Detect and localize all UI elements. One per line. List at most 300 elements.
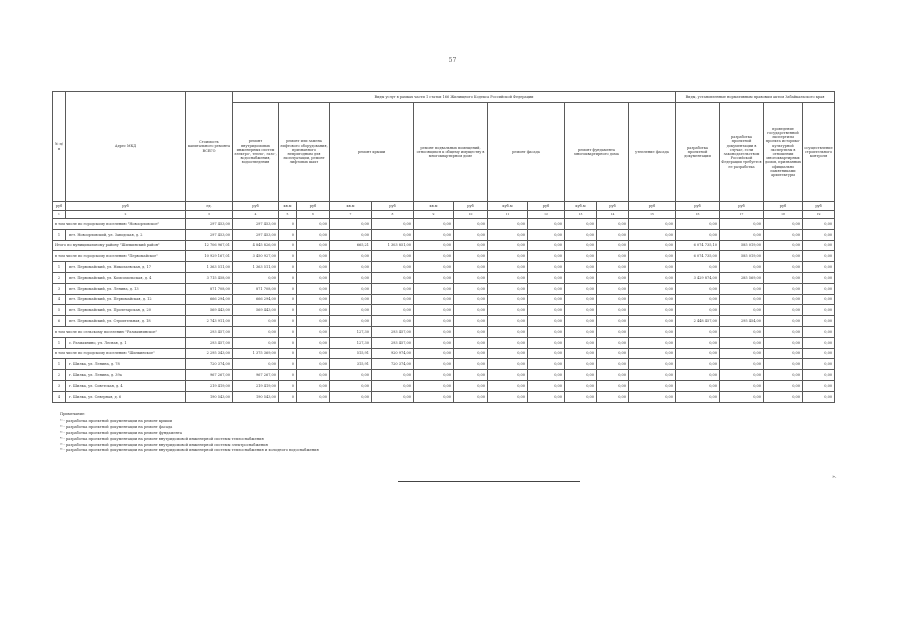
cell-col-6: 0,00: [297, 348, 330, 359]
cell-col-15: 0,00: [629, 380, 676, 391]
table-row: [53, 359, 835, 370]
cell-col-12: 0,00: [528, 294, 565, 305]
cell-col-16: 0,00: [676, 229, 720, 240]
cell-col-16: 0,00: [676, 391, 720, 402]
cell-col-13: 0,00: [565, 229, 597, 240]
cell-col-18: 0,00: [764, 262, 803, 273]
cell-col-19: 0,00: [803, 370, 835, 381]
cell-col-16: 0,00: [676, 262, 720, 273]
cell-col-17: 0,00: [720, 305, 764, 316]
subtotal-row: [53, 326, 835, 337]
row-number: 5: [53, 305, 66, 316]
cell-col-4: 1 363 511,00: [233, 262, 279, 273]
row-number: 2: [53, 272, 66, 283]
col-number-10: 10: [454, 211, 488, 219]
cell-col-6: 0,00: [297, 262, 330, 273]
cell-col-17: 0,00: [720, 283, 764, 294]
subtotal-label: в том числе по городскому поселению "Первомайское": [53, 251, 186, 262]
cell-col-3: 569 443,00: [186, 305, 233, 316]
cell-col-11: 0,00: [488, 294, 528, 305]
cell-col-16: 0,00: [676, 326, 720, 337]
unit-cell-15: руб: [629, 202, 676, 211]
cell-col-17: 0,00: [720, 348, 764, 359]
cell-col-5: 0: [279, 380, 297, 391]
cell-col-11: 0,00: [488, 359, 528, 370]
cell-col-10: 0,00: [454, 305, 488, 316]
subtotal-label: в том числе по городскому поселению "Шилкинское": [53, 348, 186, 359]
cell-col-13: 0,00: [565, 391, 597, 402]
cell-col-11: 0,00: [488, 316, 528, 327]
cell-col-15: 0,00: [629, 359, 676, 370]
page-number: 57: [448, 57, 457, 64]
cell-col-14: 0,00: [597, 272, 629, 283]
cell-col-18: 0,00: [764, 391, 803, 402]
cell-col-12: 0,00: [528, 359, 565, 370]
cell-col-14: 0,00: [597, 348, 629, 359]
cell-col-4: 219 419,00: [233, 380, 279, 391]
col-number-18: 18: [764, 211, 803, 219]
cell-col-13: 0,00: [565, 262, 597, 273]
cell-col-12: 0,00: [528, 380, 565, 391]
cell-col-10: 0,00: [454, 229, 488, 240]
cell-col-15: 0,00: [629, 219, 676, 230]
cell-col-7: 0,00: [330, 370, 372, 381]
col-number-3: 3: [186, 211, 233, 219]
table-row: [53, 283, 835, 294]
cell-col-18: 0,00: [764, 337, 803, 348]
header-foundation: ремонт фундамента многоквартирного дома: [565, 103, 629, 202]
cell-col-14: 0,00: [597, 326, 629, 337]
cell-col-3: 3 715 458,00: [186, 272, 233, 283]
cell-col-19: 0,00: [803, 262, 835, 273]
table-row: [53, 229, 835, 240]
cell-col-5: 0: [279, 370, 297, 381]
cell-col-6: 0,00: [297, 240, 330, 251]
unit-cell-8: руб: [372, 202, 414, 211]
unit-cell-10: руб: [454, 202, 488, 211]
cell-col-12: 0,00: [528, 272, 565, 283]
note-item: ⁴⁾ - разработка проектной документации на ремонт внутридомовой инженерной системы теплоснабжения: [60, 436, 264, 441]
cell-col-10: 0,00: [454, 283, 488, 294]
row-number: 3: [53, 283, 66, 294]
cell-col-11: 0,00: [488, 240, 528, 251]
cell-col-9: 0,00: [414, 359, 454, 370]
cell-col-14: 0,00: [597, 305, 629, 316]
cell-col-13: 0,00: [565, 380, 597, 391]
cell-col-15: 0,00: [629, 294, 676, 305]
cell-col-7: 0,00: [330, 219, 372, 230]
header-heritage: проведение государственной экспертизы проекта историко-культурной экспертизы в отношении многоквартирных домов, признанных официально памятниками архитектуры: [764, 103, 803, 202]
cell-col-3: 967 267,00: [186, 370, 233, 381]
cell-col-4: 190 543,00: [233, 391, 279, 402]
cell-col-4: 297 453,00: [233, 229, 279, 240]
header-supervision: осуществление строительного контроля: [803, 103, 835, 202]
cell-col-9: 0,00: [414, 262, 454, 273]
table-row: [53, 391, 835, 402]
cell-col-13: 0,00: [565, 294, 597, 305]
table-row: [53, 316, 835, 327]
cell-col-5: 0: [279, 283, 297, 294]
cell-col-19: 0,00: [803, 326, 835, 337]
signature-line: [398, 481, 580, 482]
cell-col-17: 295 454,00: [720, 316, 764, 327]
cell-col-3: 12 706 967,01: [186, 240, 233, 251]
header-group-zakon: Виды, установленные нормативным правовым актом Забайкальского края: [676, 92, 835, 103]
cell-col-13: 0,00: [565, 359, 597, 370]
cell-col-17: 0,00: [720, 359, 764, 370]
cell-col-15: 0,00: [629, 391, 676, 402]
cell-col-3: 293 457,00: [186, 326, 233, 337]
col-number-19: 19: [803, 211, 835, 219]
cell-col-8: 0,00: [372, 294, 414, 305]
notes-list: [60, 419, 760, 454]
cell-col-9: 0,00: [414, 229, 454, 240]
cell-col-16: 0,00: [676, 337, 720, 348]
cell-col-19: 0,00: [803, 391, 835, 402]
cell-col-3: 871 708,00: [186, 283, 233, 294]
cell-col-11: 0,00: [488, 337, 528, 348]
row-address: пгт. Первомайский, ул. Строительная, д. 18: [66, 316, 186, 327]
cell-col-19: 0,00: [803, 316, 835, 327]
cell-col-10: 0,00: [454, 380, 488, 391]
cell-col-3: 2 743 911,00: [186, 316, 233, 327]
cell-col-5: 0: [279, 359, 297, 370]
subtotal-row: [53, 251, 835, 262]
cell-col-16: 0,00: [676, 283, 720, 294]
row-address: пгт. Первомайский, ул. Пролетарская, д. 20: [66, 305, 186, 316]
cell-col-7: 0,00: [330, 283, 372, 294]
col-number-1: 1: [53, 211, 66, 219]
cell-col-10: 0,00: [454, 262, 488, 273]
cell-col-18: 0,00: [764, 380, 803, 391]
cell-col-7: 0,00: [330, 316, 372, 327]
cell-col-17: 0,00: [720, 326, 764, 337]
cell-col-3: 293 457,00: [186, 337, 233, 348]
cell-col-5: 0: [279, 294, 297, 305]
header-group-zhk: Виды услуг в рамках части 1 статьи 166 Жилищного Кодекса Российской Федерации: [233, 92, 676, 103]
header-row-units: [53, 202, 835, 211]
table-row: [53, 294, 835, 305]
cell-col-11: 0,00: [488, 251, 528, 262]
subtotal-row: [53, 348, 835, 359]
col-number-6: 6: [297, 211, 330, 219]
row-number: 4: [53, 294, 66, 305]
cell-col-6: 0,00: [297, 391, 330, 402]
cell-col-13: 0,00: [565, 348, 597, 359]
cell-col-6: 0,00: [297, 294, 330, 305]
header-elevator: ремонт или замена лифтового оборудования, признанного непригодным для эксплуатации, ремонт лифтовых шахт: [279, 103, 330, 202]
cell-col-12: 0,00: [528, 348, 565, 359]
cell-col-12: 0,00: [528, 240, 565, 251]
cell-col-13: 0,00: [565, 283, 597, 294]
cell-col-15: 0,00: [629, 240, 676, 251]
cell-col-4: 0,00: [233, 316, 279, 327]
cell-col-5: 0: [279, 272, 297, 283]
unit-cell-13: куб.м: [565, 202, 597, 211]
row-address: пгт. Первомайский, ул. Комсомольская, д. 4: [66, 272, 186, 283]
cell-col-15: 0,00: [629, 251, 676, 262]
cell-col-3: 297 453,00: [186, 219, 233, 230]
unit-cell-14: руб: [597, 202, 629, 211]
cell-col-8: 0,00: [372, 251, 414, 262]
cell-col-19: 0,00: [803, 240, 835, 251]
row-number: 2: [53, 370, 66, 381]
header-row-groups: [53, 92, 835, 103]
cell-col-10: 0,00: [454, 240, 488, 251]
cell-col-6: 0,00: [297, 219, 330, 230]
cell-col-18: 0,00: [764, 294, 803, 305]
cell-col-19: 0,00: [803, 283, 835, 294]
cell-col-3: 666 294,00: [186, 294, 233, 305]
cell-col-3: 219 419,00: [186, 380, 233, 391]
cell-col-17: 0,00: [720, 337, 764, 348]
cell-col-17: 585 019,00: [720, 240, 764, 251]
cell-col-17: 0,00: [720, 370, 764, 381]
cell-col-13: 0,00: [565, 251, 597, 262]
row-address: г. Шилка, ул. Ленина, д. 39а: [66, 370, 186, 381]
row-address: пгт. Первомайский, ул. Ленина, д. 13: [66, 283, 186, 294]
cell-col-11: 0,00: [488, 262, 528, 273]
cell-col-19: 0,00: [803, 380, 835, 391]
header-roof: ремонт крыши: [330, 103, 414, 202]
cell-col-10: 0,00: [454, 272, 488, 283]
cell-col-9: 0,00: [414, 316, 454, 327]
cell-col-19: 0,00: [803, 348, 835, 359]
cell-col-13: 0,00: [565, 316, 597, 327]
cell-col-8: 0,00: [372, 283, 414, 294]
cell-col-4: 0,00: [233, 337, 279, 348]
unit-cell-4: руб: [233, 202, 279, 211]
cell-col-7: 515,91: [330, 348, 372, 359]
row-address: г. Шилка, ул. Ленина, д. 78: [66, 359, 186, 370]
cell-col-11: 0,00: [488, 380, 528, 391]
cell-col-18: 0,00: [764, 316, 803, 327]
table-row: [53, 305, 835, 316]
cell-col-14: 0,00: [597, 262, 629, 273]
cell-col-16: 6 074 735,00: [676, 251, 720, 262]
cell-col-5: 0: [279, 219, 297, 230]
row-number: 1: [53, 229, 66, 240]
col-number-4: 4: [233, 211, 279, 219]
row-number: 1: [53, 337, 66, 348]
unit-cell-19: руб: [803, 202, 835, 211]
cell-col-7: 0,00: [330, 272, 372, 283]
col-number-14: 14: [597, 211, 629, 219]
cell-col-10: 0,00: [454, 337, 488, 348]
cell-col-8: 0,00: [372, 262, 414, 273]
cell-col-9: 0,00: [414, 370, 454, 381]
header-design-docs: разработка проектной документации: [676, 103, 720, 202]
cell-col-4: 0,00: [233, 272, 279, 283]
unit-cell-18: руб: [764, 202, 803, 211]
cell-col-4: 1 375 369,00: [233, 348, 279, 359]
col-number-16: 16: [676, 211, 720, 219]
cell-col-15: 0,00: [629, 272, 676, 283]
cell-col-14: 0,00: [597, 391, 629, 402]
cell-col-15: 0,00: [629, 229, 676, 240]
cell-col-15: 0,00: [629, 370, 676, 381]
cell-col-18: 0,00: [764, 370, 803, 381]
cell-col-8: 0,00: [372, 391, 414, 402]
cell-col-19: 0,00: [803, 337, 835, 348]
col-number-11: 11: [488, 211, 528, 219]
subtotal-row: [53, 219, 835, 230]
cell-col-12: 0,00: [528, 229, 565, 240]
cell-col-4: 871 708,00: [233, 283, 279, 294]
col-number-2: 2: [66, 211, 186, 219]
cell-col-19: 0,00: [803, 272, 835, 283]
cell-col-11: 0,00: [488, 305, 528, 316]
header-address: Адрес МКД: [66, 92, 186, 202]
cell-col-6: 0,00: [297, 272, 330, 283]
cell-col-10: 0,00: [454, 391, 488, 402]
header-basement: ремонт подвальных помещений, относящихся к общему имуществу в многоквартирном доме: [414, 103, 488, 202]
cell-col-6: 0,00: [297, 337, 330, 348]
row-address: пгт. Первомайский, ул. Первомайская, д. 12: [66, 294, 186, 305]
cell-col-5: 0: [279, 229, 297, 240]
cell-col-12: 0,00: [528, 219, 565, 230]
col-number-12: 12: [528, 211, 565, 219]
cell-col-6: 0,00: [297, 283, 330, 294]
cell-col-7: 0,00: [330, 229, 372, 240]
cell-col-5: 0: [279, 316, 297, 327]
row-number: 6: [53, 316, 66, 327]
row-number: 3: [53, 380, 66, 391]
cell-col-10: 0,00: [454, 251, 488, 262]
cell-col-17: 0,00: [720, 229, 764, 240]
cell-col-14: 0,00: [597, 283, 629, 294]
table-row: [53, 337, 835, 348]
subtotal-label: в том числе по городскому поселению "Новоорловское": [53, 219, 186, 230]
cell-col-12: 0,00: [528, 262, 565, 273]
cell-col-12: 0,00: [528, 283, 565, 294]
col-number-9: 9: [414, 211, 454, 219]
cell-col-4: 967 267,00: [233, 370, 279, 381]
cell-col-8: 0,00: [372, 272, 414, 283]
cell-col-14: 0,00: [597, 229, 629, 240]
cell-col-19: 0,00: [803, 294, 835, 305]
cell-col-17: 0,00: [720, 380, 764, 391]
cell-col-12: 0,00: [528, 370, 565, 381]
cell-col-9: 0,00: [414, 219, 454, 230]
cell-col-15: 0,00: [629, 305, 676, 316]
cell-col-7: 665,21: [330, 240, 372, 251]
col-number-13: 13: [565, 211, 597, 219]
cell-col-8: 293 457,00: [372, 337, 414, 348]
cell-col-12: 0,00: [528, 305, 565, 316]
cell-col-7: 127,30: [330, 326, 372, 337]
cell-col-6: 0,00: [297, 251, 330, 262]
header-cost-total: Стоимость капитального ремонта ВСЕГО: [186, 92, 233, 202]
cell-col-17: 285 569,00: [720, 272, 764, 283]
cell-col-10: 0,00: [454, 359, 488, 370]
cell-col-4: 297 453,00: [233, 219, 279, 230]
cell-col-12: 0,00: [528, 251, 565, 262]
cell-col-14: 0,00: [597, 294, 629, 305]
end-mark: ».: [832, 474, 837, 480]
cell-col-8: 293 457,00: [372, 326, 414, 337]
header-num: № п/п: [53, 92, 66, 202]
cell-col-9: 0,00: [414, 272, 454, 283]
unit-cell-9: кв.м: [414, 202, 454, 211]
unit-cell-1: руб: [53, 202, 66, 211]
cell-col-10: 0,00: [454, 370, 488, 381]
cell-col-18: 0,00: [764, 240, 803, 251]
cell-col-5: 0: [279, 326, 297, 337]
cell-col-9: 0,00: [414, 380, 454, 391]
cell-col-17: 0,00: [720, 391, 764, 402]
cell-col-7: 0,00: [330, 251, 372, 262]
cell-col-18: 0,00: [764, 326, 803, 337]
cell-col-8: 0,00: [372, 370, 414, 381]
header-insulation: утепление фасада: [629, 103, 676, 202]
cell-col-8: 0,00: [372, 305, 414, 316]
cell-col-5: 0: [279, 305, 297, 316]
note-item: ¹⁾ - разработка проектной документации на ремонт крыши: [60, 418, 172, 423]
cell-col-14: 0,00: [597, 219, 629, 230]
cell-col-17: 0,00: [720, 219, 764, 230]
cell-col-3: 2 295 343,00: [186, 348, 233, 359]
cell-col-18: 0,00: [764, 348, 803, 359]
cell-col-9: 0,00: [414, 305, 454, 316]
cell-col-16: 0,00: [676, 359, 720, 370]
cell-col-15: 0,00: [629, 348, 676, 359]
cell-col-17: 0,00: [720, 262, 764, 273]
unit-cell-6: руб: [297, 202, 330, 211]
table-row: [53, 262, 835, 273]
cell-col-9: 0,00: [414, 326, 454, 337]
cell-col-7: 0,00: [330, 380, 372, 391]
cell-col-4: 569 443,00: [233, 305, 279, 316]
cell-col-13: 0,00: [565, 272, 597, 283]
cell-col-14: 0,00: [597, 337, 629, 348]
cell-col-10: 0,00: [454, 316, 488, 327]
cell-col-18: 0,00: [764, 272, 803, 283]
unit-cell-12: руб: [528, 202, 565, 211]
table-row: [53, 380, 835, 391]
cell-col-4: 666 294,00: [233, 294, 279, 305]
cell-col-13: 0,00: [565, 337, 597, 348]
cell-col-5: 0: [279, 391, 297, 402]
cell-col-4: 4 845 826,00: [233, 240, 279, 251]
cell-col-7: 127,30: [330, 337, 372, 348]
cell-col-3: 190 543,00: [186, 391, 233, 402]
cell-col-9: 0,00: [414, 337, 454, 348]
cell-col-4: 0,00: [233, 326, 279, 337]
row-number: 4: [53, 391, 66, 402]
cell-col-13: 0,00: [565, 219, 597, 230]
cell-col-16: 0,00: [676, 219, 720, 230]
col-number-7: 7: [330, 211, 372, 219]
unit-cell-11: куб.м: [488, 202, 528, 211]
cell-col-18: 0,00: [764, 359, 803, 370]
unit-cell-17: руб: [720, 202, 764, 211]
cell-col-3: 720 374,00: [186, 359, 233, 370]
cell-col-8: 0,00: [372, 316, 414, 327]
cell-col-16: 6 074 735,10: [676, 240, 720, 251]
cell-col-4: 3 450 927,00: [233, 251, 279, 262]
cell-col-13: 0,00: [565, 326, 597, 337]
unit-cell-7: кв.м: [330, 202, 372, 211]
cell-col-18: 0,00: [764, 219, 803, 230]
cell-col-9: 0,00: [414, 240, 454, 251]
unit-cell-3: ед.: [186, 202, 233, 211]
cell-col-5: 0: [279, 240, 297, 251]
cell-col-4: 0,00: [233, 359, 279, 370]
cell-col-16: 2 448 457,00: [676, 316, 720, 327]
header-engineering: ремонт внутридомовых инженерных систем электро-, тепло-, газо-, водоснабжения, водоотведения: [233, 103, 279, 202]
cell-col-15: 0,00: [629, 262, 676, 273]
